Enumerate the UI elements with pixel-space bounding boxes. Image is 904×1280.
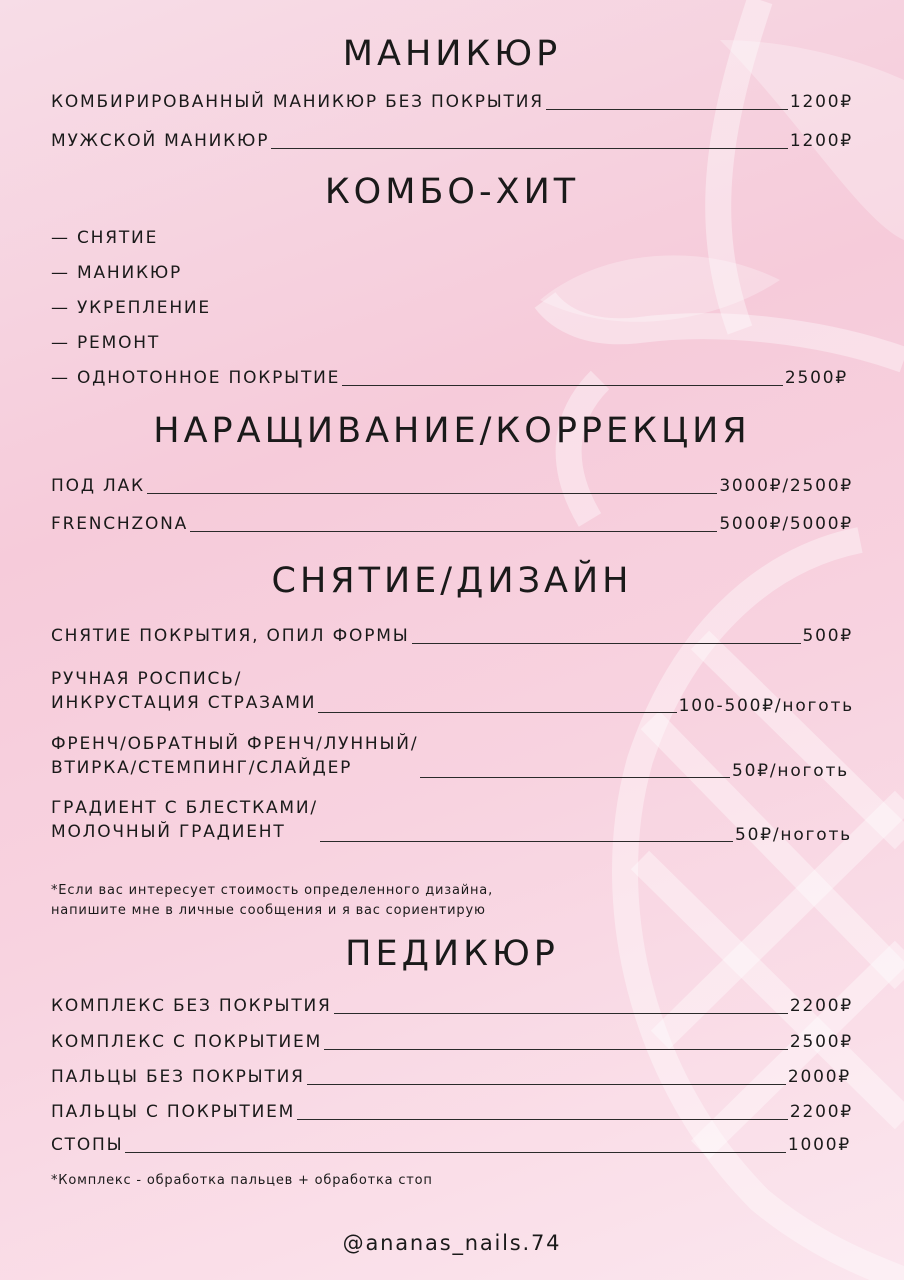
design-item-painting	[51, 667, 854, 715]
dotted-leader	[125, 1152, 785, 1153]
price-label	[51, 667, 316, 715]
price-label-line1: ГРАДИЕНТ С БЛЕСТКАМИ/	[51, 798, 318, 818]
price-value: 50₽/ноготь	[735, 824, 852, 845]
dotted-leader	[412, 643, 801, 644]
dotted-leader	[420, 777, 730, 778]
price-label: СТОПЫ	[51, 1135, 124, 1155]
pedicure-item-toes-no-coat	[51, 1068, 851, 1087]
pedicure-item-feet	[51, 1136, 851, 1155]
price-label: КОМБИРИРОВАННЫЙ МАНИКЮР БЕЗ ПОКРЫТИЯ	[51, 92, 544, 112]
dotted-leader	[318, 712, 676, 713]
price-value: 500₽	[802, 626, 853, 646]
price-value: 2200₽	[789, 996, 853, 1016]
price-label-line2: ИНКРУСТАЦИЯ СТРАЗАМИ	[51, 693, 317, 714]
price-label: ПОД ЛАК	[51, 476, 145, 496]
pedicure-item-complex-no-coat	[51, 997, 853, 1016]
price-value: 100-500₽/ноготь	[678, 695, 854, 716]
extension-title: НАРАЩИВАНИЕ/КОРРЕКЦИЯ	[153, 411, 751, 451]
dotted-leader	[342, 385, 783, 386]
price-value: 2000₽	[787, 1067, 851, 1087]
dotted-leader	[297, 1119, 788, 1120]
price-label-line2: МОЛОЧНЫЙ ГРАДИЕНТ	[51, 822, 286, 843]
price-value: 3000₽/2500₽	[719, 476, 853, 496]
combo-title: КОМБО-ХИТ	[324, 172, 580, 212]
price-value: 50₽/ноготь	[732, 760, 849, 781]
dotted-leader	[546, 109, 788, 110]
design-item-gradient	[51, 796, 852, 844]
footnote-line: напишите мне в личные сообщения и я вас сориентирую	[51, 903, 486, 919]
design-footnote	[51, 881, 493, 921]
combo-list-item: — УКРЕПЛЕНИЕ	[51, 298, 211, 318]
price-label-line2: ВТИРКА/СТЕМПИНГ/СЛАЙДЕР	[51, 758, 353, 779]
manicure-item-mens	[51, 132, 853, 151]
combo-list-item: — РЕМОНТ	[51, 333, 161, 353]
price-label: КОМПЛЕКС С ПОКРЫТИЕМ	[51, 1032, 323, 1052]
price-label: КОМПЛЕКС БЕЗ ПОКРЫТИЯ	[51, 996, 332, 1016]
extension-item-frenchzona	[51, 515, 853, 534]
combo-list-item: — СНЯТИЕ	[51, 228, 159, 248]
dotted-leader	[320, 841, 733, 842]
manicure-item-combined	[51, 93, 853, 112]
price-label	[51, 796, 318, 844]
price-label: — ОДНОТОННОЕ ПОКРЫТИЕ	[51, 368, 341, 388]
removal-design-title: СНЯТИЕ/ДИЗАЙН	[271, 561, 633, 601]
design-item-removal	[51, 627, 853, 646]
price-value: 1200₽	[789, 92, 853, 112]
dotted-leader	[147, 493, 717, 494]
price-value: 1200₽	[789, 131, 853, 151]
dotted-leader	[324, 1049, 788, 1050]
price-value: 2500₽	[789, 1032, 853, 1052]
pedicure-item-toes-coat	[51, 1103, 853, 1122]
price-label: СНЯТИЕ ПОКРЫТИЯ, ОПИЛ ФОРМЫ	[51, 626, 410, 646]
pedicure-title: ПЕДИКЮР	[345, 934, 559, 974]
price-value: 5000₽/5000₽	[719, 514, 853, 534]
price-value: 2500₽	[784, 368, 848, 388]
price-label-line1: ФРЕНЧ/ОБРАТНЫЙ ФРЕНЧ/ЛУННЫЙ/	[51, 734, 419, 754]
instagram-handle: @ananas_nails.74	[342, 1231, 562, 1255]
dotted-leader	[307, 1084, 786, 1085]
pedicure-item-complex-coat	[51, 1033, 853, 1052]
combo-list-item: — МАНИКЮР	[51, 263, 183, 283]
price-label: FRENCHZONA	[51, 514, 189, 534]
dotted-leader	[334, 1013, 788, 1014]
price-label: МУЖСКОЙ МАНИКЮР	[51, 131, 270, 151]
combo-item-solid-coat	[51, 369, 848, 388]
footnote-line: *Если вас интересует стоимость определенного дизайна,	[51, 883, 493, 898]
price-label: ПАЛЬЦЫ БЕЗ ПОКРЫТИЯ	[51, 1067, 305, 1087]
price-value: 2200₽	[789, 1102, 853, 1122]
price-label: ПАЛЬЦЫ С ПОКРЫТИЕМ	[51, 1102, 296, 1122]
price-value: 1000₽	[787, 1135, 851, 1155]
manicure-title: МАНИКЮР	[342, 34, 562, 74]
price-label-line1: РУЧНАЯ РОСПИСЬ/	[51, 669, 243, 689]
extension-item-polish	[51, 477, 853, 496]
dotted-leader	[190, 531, 717, 532]
design-item-french	[51, 732, 849, 780]
price-label	[51, 732, 418, 780]
pedicure-footnote: *Комплекс - обработка пальцев + обработка стоп	[51, 1173, 433, 1188]
dotted-leader	[271, 148, 788, 149]
